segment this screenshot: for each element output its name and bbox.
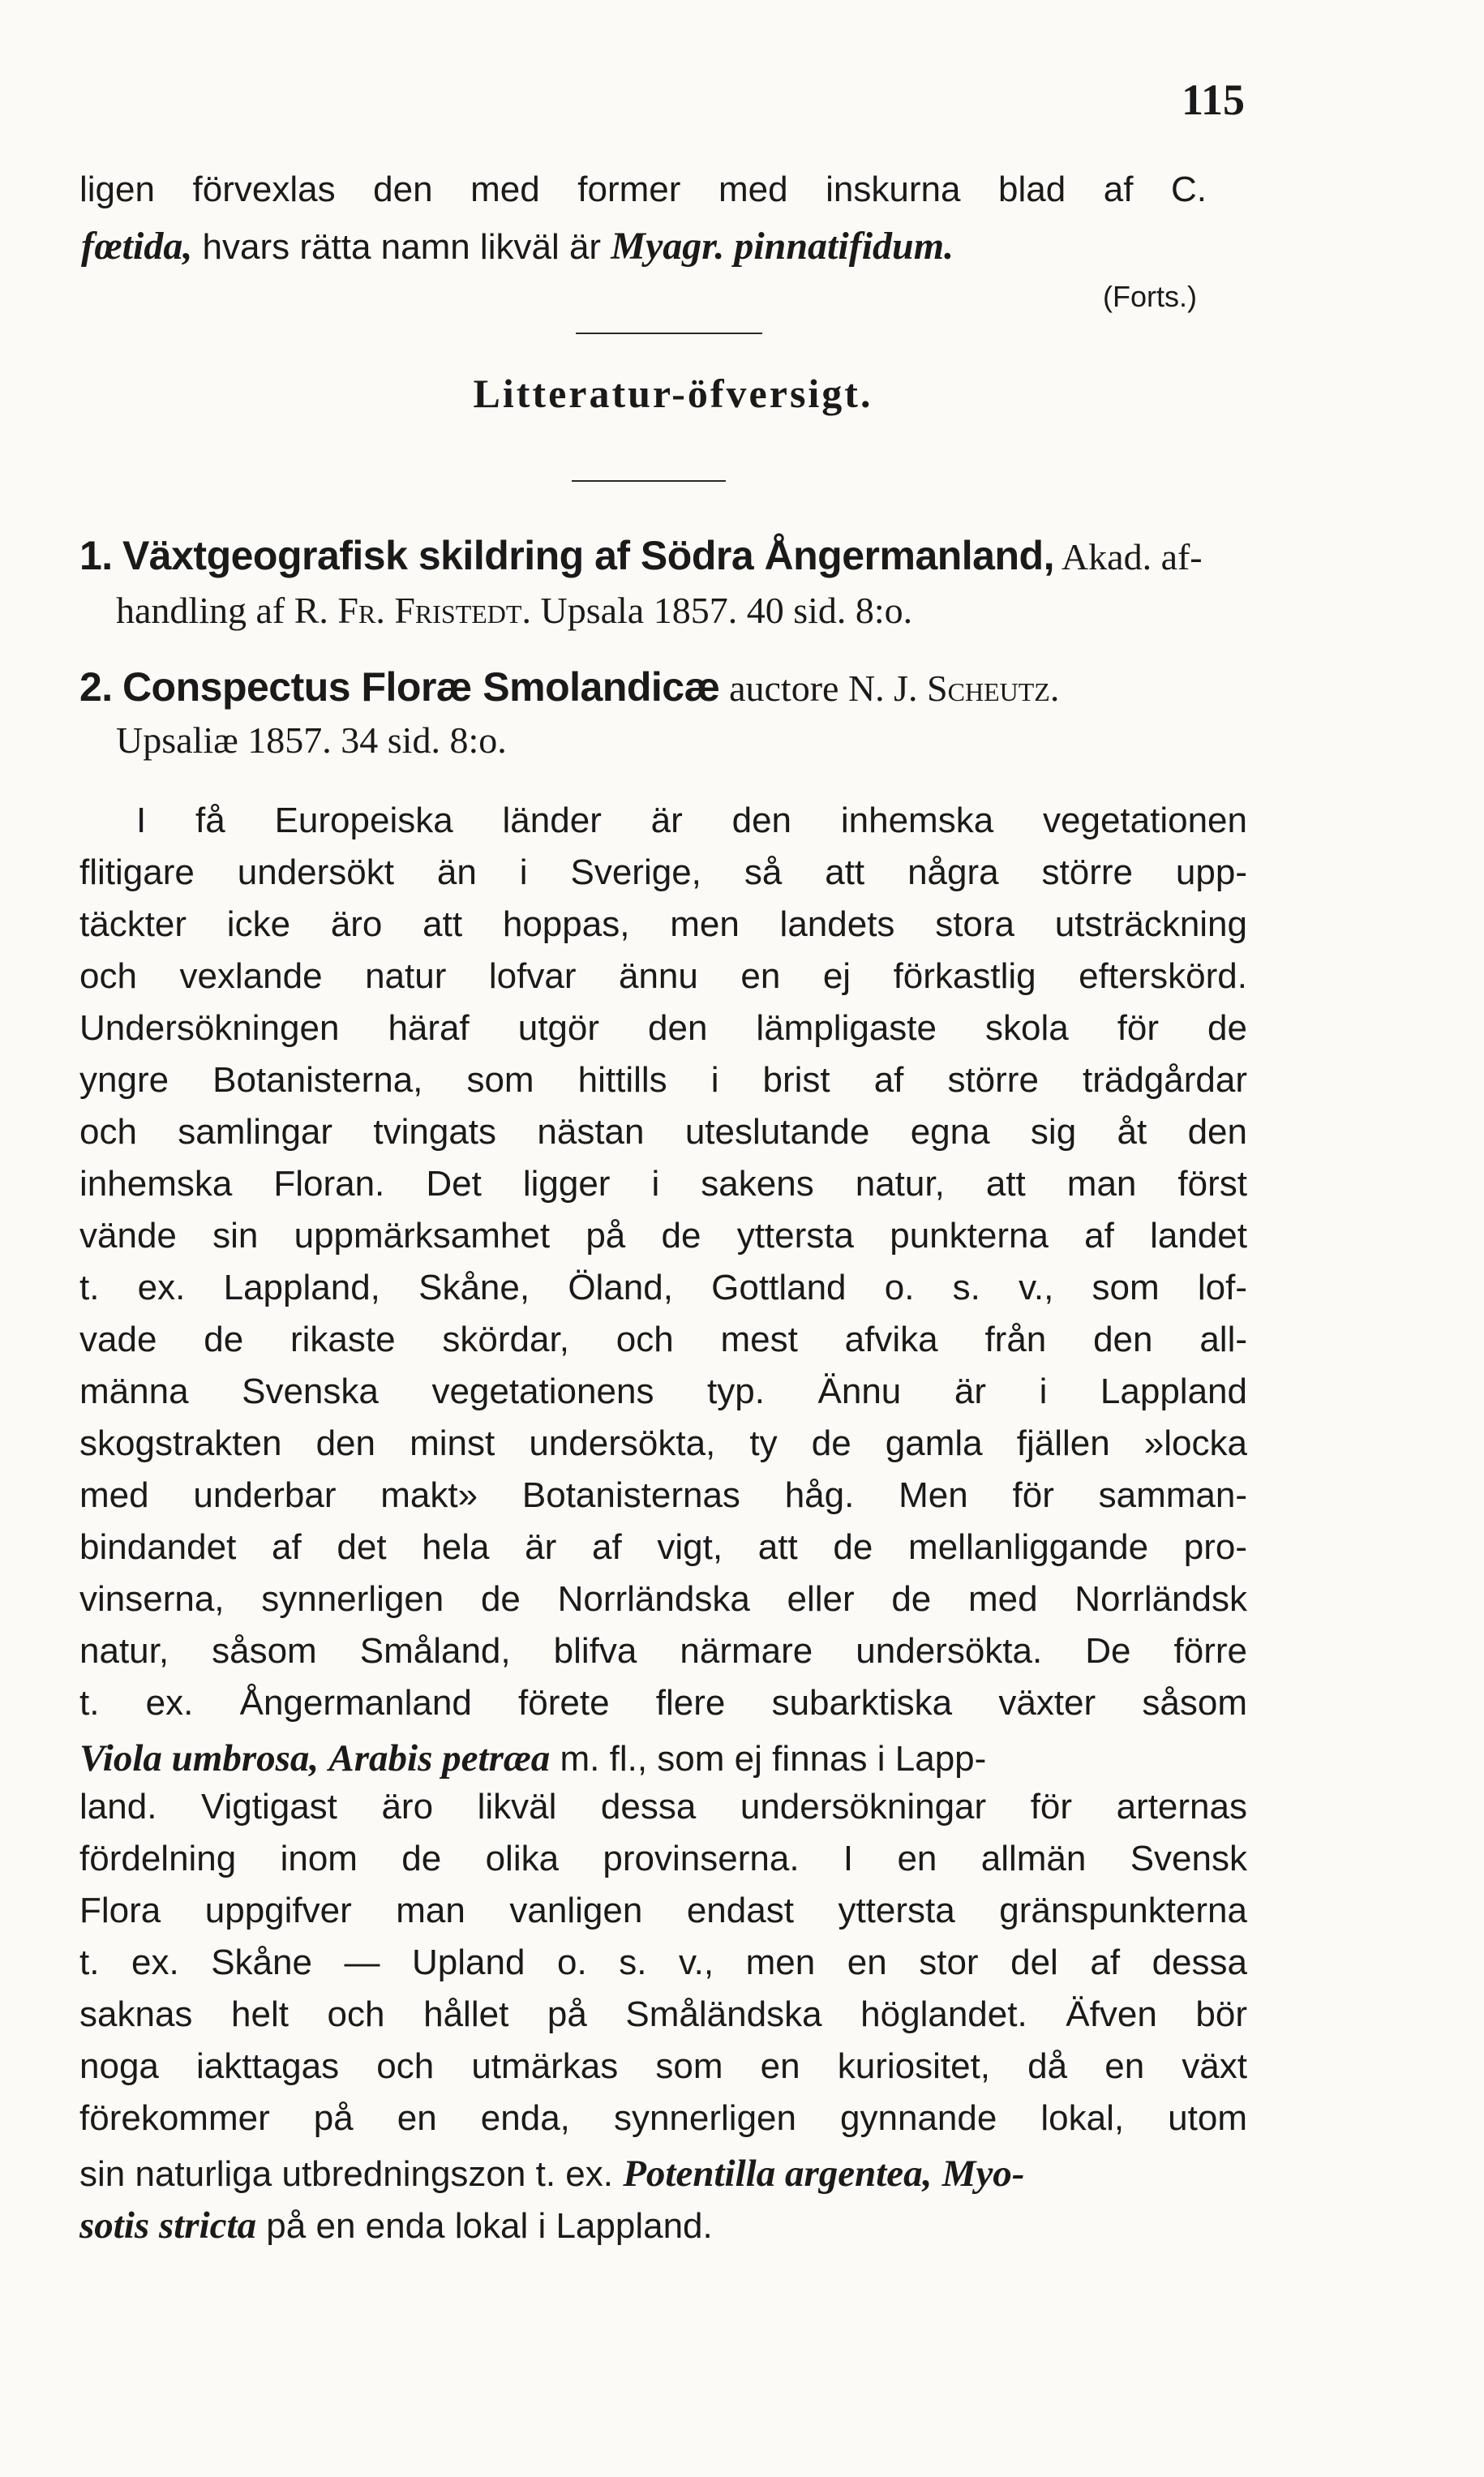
- body-line: bindandet af det hela är af vigt, att de mellanliggande pro-: [79, 1527, 1247, 1567]
- entry-1-line-1: [79, 535, 1247, 576]
- body-line: och samlingar tvingats nästan uteslutande egna sig åt den: [79, 1112, 1247, 1152]
- species-name: Arabis petræa: [328, 1737, 551, 1779]
- body-line: fördelning inom de olika provinserna. I en allmän Svensk: [79, 1839, 1247, 1878]
- body-line: inhemska Floran. Det ligger i sakens natur, att man först: [79, 1164, 1247, 1204]
- body-line: vade de rikaste skördar, och mest afvika från den all-: [79, 1320, 1247, 1359]
- section-title: Litteratur-öfversigt.: [473, 371, 873, 416]
- body-line: t. ex. Ångermanland förete flere subarktiska växter såsom: [79, 1683, 1247, 1723]
- body-line: [79, 2153, 1247, 2193]
- body-line: saknas helt och hållet på Småländska höglandet. Äfven bör: [79, 1994, 1247, 2034]
- entry-title: Växtgeografisk skildring af Södra Ångermanland,: [122, 533, 1054, 578]
- entry-number: 1.: [79, 533, 113, 578]
- body-line: [79, 1737, 1247, 1778]
- body-line: och vexlande natur lofvar ännu en ej förkastlig efterskörd.: [79, 956, 1247, 996]
- intro-line-1: ligen förvexlas den med former med inskurna blad af C.: [79, 170, 1207, 209]
- body-line: vinserna, synnerligen de Norrländska eller de med Norrländsk: [79, 1579, 1247, 1619]
- divider: [572, 480, 726, 482]
- body-line: skogstrakten den minst undersökta, ty de gamla fjällen »locka: [79, 1423, 1247, 1463]
- body-line: t. ex. Skåne — Upland o. s. v., men en stor del af dessa: [79, 1943, 1247, 1982]
- page-number: 115: [1181, 75, 1245, 124]
- entry-1-line-2: [116, 592, 912, 629]
- body-text: m. fl., som ej finnas i Lapp-: [550, 1739, 987, 1779]
- body-line: med underbar makt» Botanisternas håg. Men för samman-: [79, 1475, 1247, 1515]
- entry-2-line-1: [79, 664, 1247, 710]
- continued-note: (Forts.): [1103, 280, 1197, 313]
- entry-text: Akad. af-: [1053, 536, 1203, 577]
- entry-text: Upsala 1857. 40 sid. 8:o.: [530, 590, 913, 631]
- body-line: Undersökningen häraf utgör den lämpligaste skola för de: [79, 1008, 1247, 1048]
- species-name: Myo-: [941, 2153, 1025, 2195]
- body-line: t. ex. Lappland, Skåne, Öland, Gottland o. s. v., som lof-: [79, 1268, 1247, 1307]
- entry-number: 2.: [79, 664, 113, 710]
- body-line: täckter icke äro att hoppas, men landets stora utsträckning: [79, 904, 1247, 944]
- body-line: [79, 2204, 1247, 2245]
- body-line: Flora uppgifver man vanligen endast yttersta gränspunkterna: [79, 1891, 1247, 1930]
- body-text: sin naturliga utbredningszon t. ex.: [79, 2154, 624, 2194]
- body-line: I få Europeiska länder är den inhemska vegetationen: [136, 801, 1247, 840]
- species-name: fœtida,: [81, 225, 193, 268]
- species-name: sotis stricta: [79, 2204, 257, 2247]
- body-line: natur, såsom Småland, blifva närmare undersökta. De förre: [79, 1631, 1247, 1671]
- body-text: på en enda lokal i Lappland.: [256, 2206, 713, 2246]
- body-line: land. Vigtigast äro likväl dessa undersökningar för arternas: [79, 1787, 1247, 1827]
- entry-text: auctore: [719, 668, 848, 709]
- entry-2-line-2: Upsaliæ 1857. 34 sid. 8:o.: [116, 719, 507, 761]
- body-line: förekommer på en enda, synnerligen gynnande lokal, utom: [79, 2098, 1247, 2138]
- species-name: Myagr. pinnatifidum.: [611, 225, 954, 268]
- divider: [576, 333, 762, 334]
- body-line: männa Svenska vegetationens typ. Ännu är i Lappland: [79, 1372, 1247, 1411]
- body-line: noga iakttagas och utmärkas som en kuriositet, då en växt: [79, 2046, 1247, 2086]
- entry-title: Conspectus Floræ Smolandicæ: [122, 664, 720, 710]
- entry-text: handling af: [116, 590, 294, 631]
- intro-text: hvars rätta namn likväl är: [192, 227, 611, 267]
- entry-author: R. Fr. Fristedt.: [294, 590, 531, 631]
- species-name: Viola umbrosa,: [79, 1737, 320, 1779]
- body-line: flitigare undersökt än i Sverige, så att några större upp-: [79, 852, 1247, 892]
- intro-line-2: [81, 225, 1216, 266]
- body-line: yngre Botanisterna, som hittills i brist af större trädgårdar: [79, 1060, 1247, 1100]
- entry-author: N. J. Scheutz.: [847, 668, 1060, 709]
- body-line: vände sin uppmärksamhet på de yttersta punkterna af landet: [79, 1216, 1247, 1256]
- species-name: Potentilla argentea,: [623, 2153, 933, 2195]
